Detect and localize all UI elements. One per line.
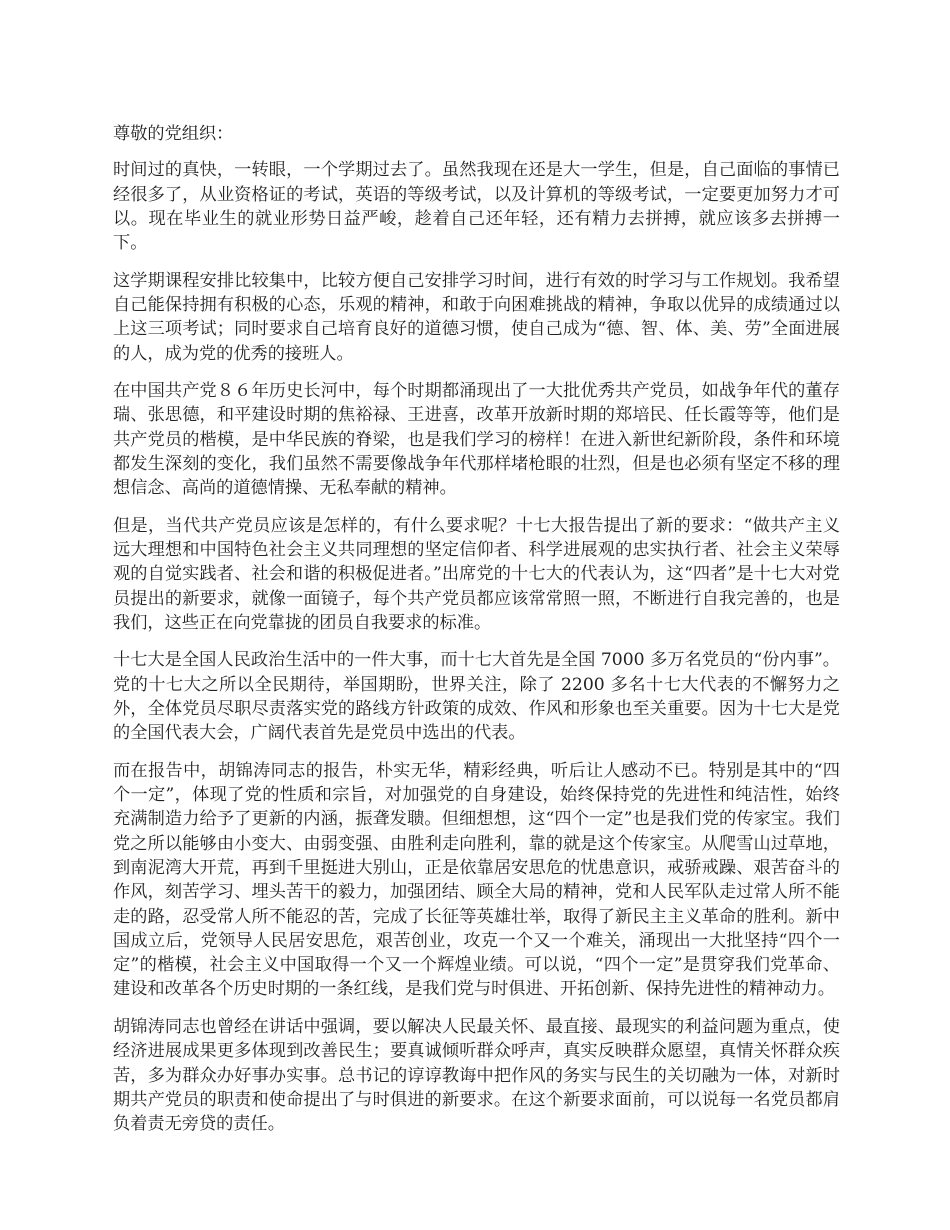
paragraph-6: 而在报告中，胡锦涛同志的报告，朴实无华，精彩经典，听后让人感动不已。特别是其中的“四个一定”，体现了党的性质和宗旨，对加强党的自身建设，始终保持党的先进性和纯洁性，始终充满制造力给予了更新的内涵，振聋发聩。但细想想，这“四个一定”也是我们党的传家宝。我们党之所以能够由小变大、由弱变强、由胜利走向胜利，靠的就是这个传家宝。从爬雪山过草地，到南泥湾大开荒，再到千里挺进大别山，正是依靠居安思危的忧患意识，戒骄戒躁、艰苦奋斗的作风，刻苦学习、埋头苦干的毅力，加强团结、顾全大局的精神，党和人民军队走过常人所不能走的路，忍受常人所不能忍的苦，完成了长征等英雄壮举，取得了新民主主义革命的胜利。新中国成立后，党领导人民居安思危，艰苦创业，攻克一个又一个难关，涌现出一大批坚持“四个一定”的楷模，社会主义中国取得一个又一个辉煌业绩。可以说，“四个一定”是贯穿我们党革命、建设和改革各个历史时期的一条红线，是我们党与时俱进、开拓创新、保持先进性的精神动力。: [113, 760, 840, 1000]
paragraph-5: 十七大是全国人民政治生活中的一件大事，而十七大首先是全国 7000 多万名党员的“份内事”。党的十七大之所以全民期待，举国期盼，世界关注，除了 2200 多名十七大代表的不懈努力之外，全体党员尽职尽责落实党的路线方针政策的成效、作风和形象也至关重要。因为十七大是党的全国代表大会，广阔代表首先是党员中选出的代表。: [113, 650, 840, 744]
salutation: 尊敬的党组织：: [113, 124, 234, 144]
paragraph-2: 这学期课程安排比较集中，比较方便自己安排学习时间，进行有效的时学习与工作规划。我希望自己能保持拥有积极的心态，乐观的精神，和敢于向困难挑战的精神，争取以优异的成绩通过以上这三项考试；同时要求自己培育良好的道德习惯，使自己成为“德、智、体、美、劳”全面进展的人，成为党的优秀的接班人。: [113, 270, 840, 364]
paragraph-3: 在中国共产党８６年历史长河中，每个时期都涌现出了一大批优秀共产党员，如战争年代的董存瑞、张思德，和平建设时期的焦裕禄、王进喜，改革开放新时期的郑培民、任长霞等等，他们是共产党员的楷模，是中华民族的脊梁，也是我们学习的榜样！在进入新世纪新阶段，条件和环境都发生深刻的变化，我们虽然不需要像战争年代那样堵枪眼的壮烈，但是也必须有坚定不移的理想信念、高尚的道德情操、无私奉献的精神。: [113, 381, 840, 499]
paragraph-7: 胡锦涛同志也曾经在讲话中强调，要以解决人民最关怀、最直接、最现实的利益问题为重点，使经济进展成果更多体现到改善民生；要真诚倾听群众呼声，真实反映群众愿望，真情关怀群众疾苦，多为群众办好事办实事。总书记的谆谆教诲中把作风的务实与民生的关切融为一体，对新时期共产党员的职责和使命提出了与时俱进的新要求。在这个新要求面前，可以说每一名党员都肩负着责无旁贷的责任。: [113, 1016, 840, 1135]
paragraph-1: 时间过的真快，一转眼，一个学期过去了。虽然我现在还是大一学生，但是，自己面临的事情已经很多了，从业资格证的考试，英语的等级考试，以及计算机的等级考试，一定要更加努力才可以。现在毕业生的就业形势日益严峻，趁着自己还年轻，还有精力去拼搏，就应该多去拼搏一下。: [113, 160, 840, 254]
document-body: [113, 122, 840, 1136]
paragraph-4: 但是，当代共产党员应该是怎样的，有什么要求呢？十七大报告提出了新的要求：“做共产主义远大理想和中国特色社会主义共同理想的坚定信仰者、科学进展观的忠实执行者、社会主义荣辱观的自觉实践者、社会和谐的积极促进者。”出席党的十七大的代表认为，这“四者”是十七大对党员提出的新要求，就像一面镜子，每个共产党员都应该常常照一照，不断进行自我完善的，也是我们，这些正在向党靠拢的团员自我要求的标准。: [113, 515, 840, 633]
